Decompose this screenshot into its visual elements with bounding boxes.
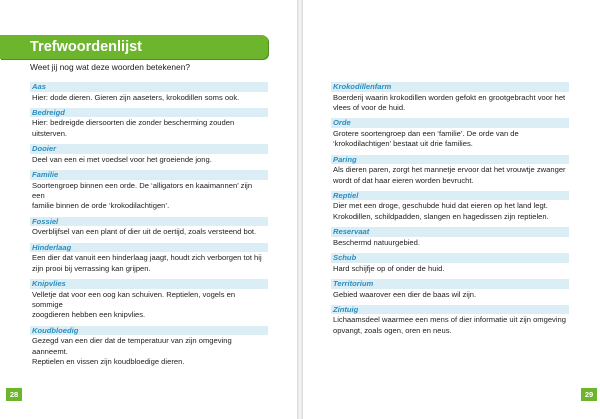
definition-line: ‘krokodilachtigen’ bestaat uit drie families. [333,139,473,149]
definition-line: Velletje dat voor een oog kan schuiven. Reptielen, vogels en sommige [32,289,236,309]
right-page [303,0,600,419]
glossary-term: Paring [331,155,569,165]
glossary-term: Zintuig [331,305,569,315]
glossary-term: Aas [30,82,268,92]
glossary-term: Hinderlaag [30,243,268,253]
glossary-definition [30,154,268,165]
definition-line: vlees of voor de huid. [333,102,406,112]
glossary-entry [30,108,268,139]
definition-line: Een dier dat vanuit een hinderlaag jaagt, houdt zich verborgen tot hij [32,253,262,263]
glossary-entry [331,191,569,222]
definition-line: Dier met een droge, geschubde huid dat eieren op het land legt. [333,201,548,211]
glossary-term: Territorium [331,279,569,289]
glossary-entry [331,155,569,186]
glossary-entry [30,144,268,165]
definition-line: Grotere soortengroep dan een ‘familie’. De orde van de [333,128,519,138]
glossary-entry [30,279,268,321]
glossary-entry [30,82,268,103]
definition-line: Hier: dode dieren. Gieren zijn aaseters, krokodillen soms ook. [32,92,240,102]
glossary-definition [331,92,569,114]
definition-line: Hard schijfje op of onder de huid. [333,263,445,273]
definition-line: familie binnen de orde ‘krokodilachtigen’. [32,201,170,211]
glossary-entry [30,217,268,238]
glossary-definition [331,164,569,186]
glossary-definition [331,200,569,222]
glossary-definition [331,314,569,336]
definition-line: Hier: bedreigde diersoorten die zonder bescherming zouden [32,118,235,128]
glossary-list-right [331,82,569,341]
glossary-term: Reptiel [331,191,569,201]
glossary-definition [331,289,569,300]
glossary-definition [30,92,268,103]
glossary-entry [30,326,268,368]
glossary-term: Familie [30,170,268,180]
definition-line: wordt of dat haar eieren worden bevrucht. [333,175,474,185]
definition-line: Lichaamsdeel waarmee een mens of dier informatie uit zijn omgeving [333,315,566,325]
glossary-definition [30,226,268,237]
glossary-entry [331,253,569,274]
glossary-definition [30,289,268,321]
glossary-definition [331,128,569,150]
glossary-entry [30,243,268,274]
definition-line: Reptielen en vissen zijn koudbloedige dieren. [32,357,185,367]
definition-line: Soortengroep binnen een orde. De ‘alligators en kaaimannen’ zijn een [32,180,253,201]
glossary-term: Koudbloedig [30,326,268,336]
glossary-definition [331,263,569,274]
glossary-definition [30,252,268,274]
definition-line: Als dieren paren, zorgt het mannetje ervoor dat het vrouwtje zwanger [333,165,566,175]
glossary-list-left [30,82,268,373]
glossary-term: Bedreigd [30,108,268,118]
glossary-term: Dooier [30,144,268,154]
glossary-term: Krokodillenfarm [331,82,569,92]
definition-line: Krokodillen, schildpadden, slangen en hagedissen zijn reptielen. [333,211,549,221]
definition-line: Boerderij waarin krokodillen worden gefokt en grootgebracht voor het [333,92,566,102]
definition-line: Overblijfsel van een plant of dier uit de oertijd, zoals versteend bot. [32,227,257,237]
glossary-definition [30,335,268,367]
glossary-entry [331,227,569,248]
page-title: Trefwoordenlijst [30,39,142,55]
title-bar [0,35,268,59]
intro-text: Weet jij nog wat deze woorden betekenen? [30,62,191,72]
definition-line: Deel van een ei met voedsel voor het groeiende jong. [32,154,212,164]
glossary-definition [30,117,268,139]
definition-line: Gebied waarover een dier de baas wil zijn. [333,289,477,299]
definition-line: Gezegd van een dier dat de temperatuur van zijn omgeving aanneemt. [32,336,232,356]
glossary-term: Schub [331,253,569,263]
definition-line: opvangt, zoals ogen, oren en neus. [333,325,452,335]
page-number-right: 29 [581,388,597,401]
definition-line: zijn prooi bij verrassing kan grijpen. [32,263,151,273]
glossary-term: Knipvlies [30,279,268,289]
page-number-left: 28 [6,388,22,401]
glossary-term: Orde [331,118,569,128]
left-page [0,0,297,419]
glossary-term: Fossiel [30,217,268,227]
glossary-definition [331,237,569,248]
glossary-entry [331,279,569,300]
glossary-entry [30,170,268,212]
glossary-entry [331,118,569,149]
definition-line: Beschermd natuurgebied. [333,237,420,247]
glossary-term: Reservaat [331,227,569,237]
glossary-definition [30,180,268,212]
glossary-entry [331,305,569,336]
glossary-entry [331,82,569,113]
definition-line: uitsterven. [32,128,68,138]
definition-line: zoogdieren hebben een knipvlies. [32,310,146,320]
